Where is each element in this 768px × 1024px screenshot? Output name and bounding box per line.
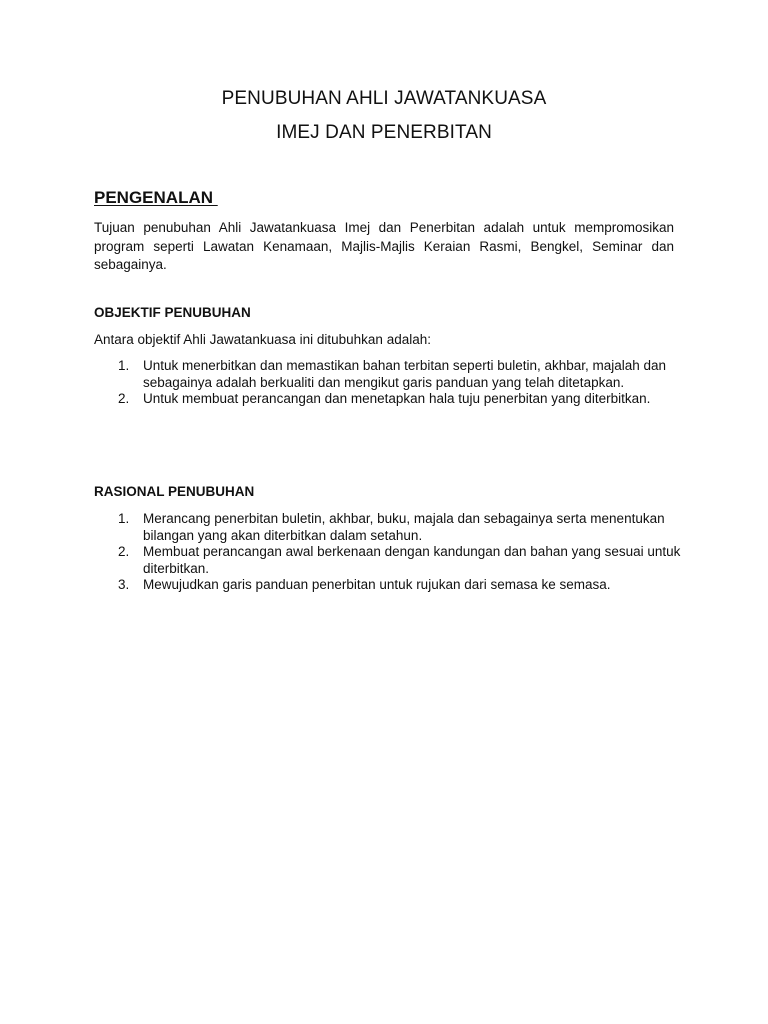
objektif-list: [94, 358, 684, 408]
pengenalan-heading: PENGENALAN: [94, 188, 218, 207]
list-item-number: 3.: [118, 577, 130, 592]
objektif-intro: Antara objektif Ahli Jawatankuasa ini ditubuhkan adalah:: [94, 332, 431, 347]
document-title-line-1: PENUBUHAN AHLI JAWATANKUASA: [221, 88, 547, 109]
list-item: [94, 391, 684, 408]
list-item-text: Membuat perancangan awal berkenaan dengan kandungan dan bahan yang sesuai untuk diterbitkan.: [143, 544, 681, 576]
pengenalan-paragraph: Tujuan penubuhan Ahli Jawatankuasa Imej dan Penerbitan adalah untuk mempromosikan program seperti Lawatan Kenamaan, Majlis-Majlis Keraian Rasmi, Bengkel, Seminar dan sebagainya.: [94, 220, 674, 272]
list-item-text: Mewujudkan garis panduan penerbitan untuk rujukan dari semasa ke semasa.: [143, 577, 611, 592]
list-item: [94, 544, 684, 577]
list-item: [94, 577, 684, 594]
list-item-text: Untuk menerbitkan dan memastikan bahan terbitan seperti buletin, akhbar, majalah dan sebagainya adalah berkualiti dan mengikut garis panduan yang telah ditetapkan.: [143, 358, 667, 390]
objektif-heading: OBJEKTIF PENUBUHAN: [94, 305, 251, 320]
list-item: [94, 358, 684, 391]
list-item-number: 2.: [118, 391, 130, 406]
rasional-heading: RASIONAL PENUBUHAN: [94, 484, 255, 499]
list-item-text: Merancang penerbitan buletin, akhbar, buku, majala dan sebagainya serta menentukan bilangan yang akan diterbitkan dalam setahun.: [143, 511, 665, 543]
list-item-number: 1.: [118, 358, 130, 373]
list-item-number: 1.: [118, 511, 130, 526]
list-item: [94, 511, 684, 544]
list-item-text: Untuk membuat perancangan dan menetapkan hala tuju penerbitan yang diterbitkan.: [143, 391, 651, 406]
document-title-line-2: IMEJ DAN PENERBITAN: [276, 122, 492, 143]
rasional-list: [94, 511, 684, 594]
list-item-number: 2.: [118, 544, 130, 559]
